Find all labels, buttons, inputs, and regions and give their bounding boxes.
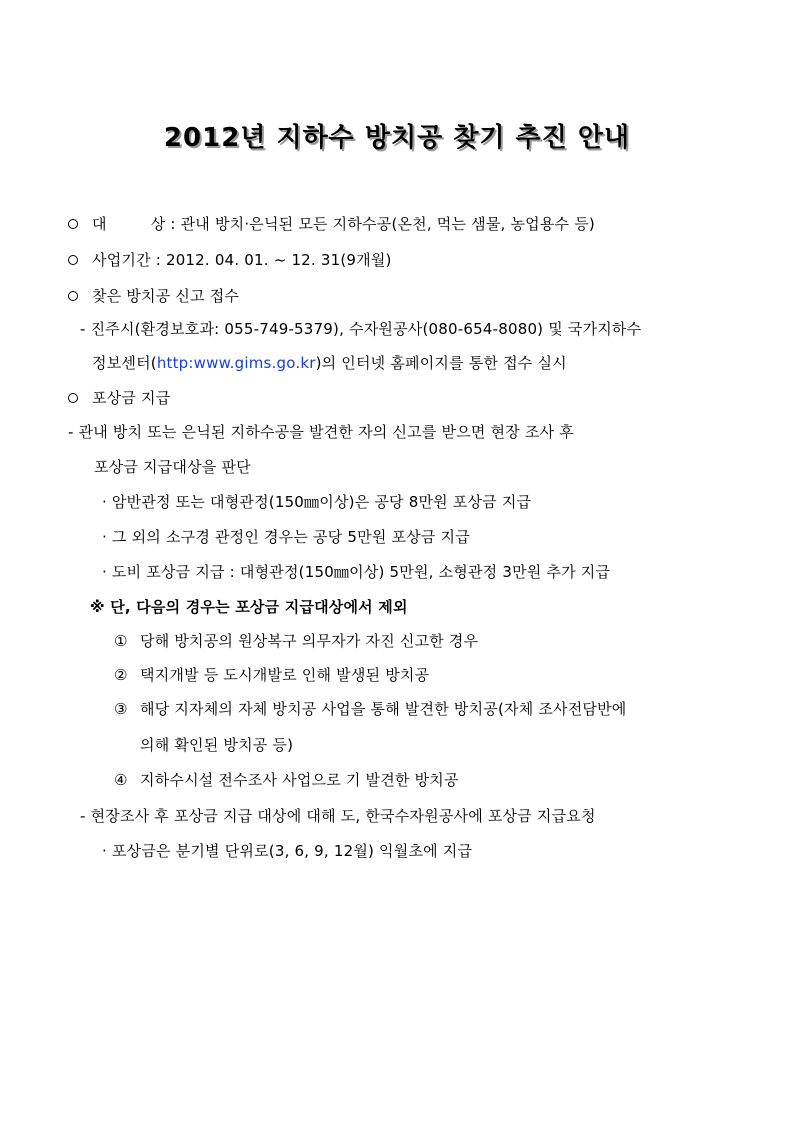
reward-sub2-detail: · 포상금은 분기별 단위로(3, 6, 9, 12월) 익월초에 지급: [102, 842, 473, 860]
item-period: [68, 250, 392, 270]
exclusion-mark: ④: [114, 771, 128, 789]
item-target: [68, 214, 595, 234]
target-label-b: 상: [150, 215, 166, 233]
exclusion-item-2: [114, 665, 429, 685]
report-text: 찾은 방치공 신고 접수: [92, 287, 240, 305]
target-text: : 관내 방치·은닉된 모든 지하수공(온천, 먹는 샘물, 농업용수 등): [170, 215, 595, 233]
exclusion-mark: ②: [114, 666, 128, 684]
period-text: 사업기간 : 2012. 04. 01. ~ 12. 31(9개월): [92, 251, 392, 269]
exclusion-item-4: [114, 770, 459, 790]
exclusion-mark: ③: [114, 700, 128, 718]
exclusion-title: ※ 단, 다음의 경우는 포상금 지급대상에서 제외: [90, 598, 408, 616]
exclusion-item-3-cont: 의해 확인된 방치공 등): [140, 736, 294, 754]
exclusion-text: 택지개발 등 도시개발로 인해 발생된 방치공: [140, 666, 430, 684]
reward-sub1-line1: - 관내 방치 또는 은닉된 지하수공을 발견한 자의 신고를 받으면 현장 조사 후: [68, 423, 574, 441]
exclusion-text: 당해 방치공의 원상복구 의무자가 자진 신고한 경우: [140, 632, 479, 650]
reward-detail-2: · 그 외의 소구경 관정인 경우는 공당 5만원 포상금 지급: [102, 528, 470, 546]
report-sub-line2-pre: 정보센터(: [92, 354, 157, 372]
exclusion-text: 해당 지자체의 자체 방치공 사업을 통해 발견한 방치공(자체 조사전담반에: [140, 700, 627, 718]
reward-detail-1: · 암반관정 또는 대형관정(150㎜이상)은 공당 8만원 포상금 지급: [102, 493, 532, 511]
item-reward: [68, 388, 170, 408]
exclusion-text: 지하수시설 전수조사 사업으로 기 발견한 방치공: [140, 771, 459, 789]
item-report: [68, 286, 239, 306]
report-sub-line2: [92, 353, 567, 373]
reward-sub1-line2: 포상금 지급대상을 판단: [94, 458, 251, 476]
exclusion-item-1: [114, 631, 478, 651]
circle-bullet-icon: [68, 219, 78, 229]
exclusion-item-3: [114, 699, 627, 719]
reward-sub2: - 현장조사 후 포상금 지급 대상에 대해 도, 한국수자원공사에 포상금 지급요청: [80, 807, 596, 825]
report-sub-line2-post: )의 인터넷 홈페이지를 통한 접수 실시: [315, 354, 567, 372]
page-title: 2012년 지하수 방치공 찾기 추진 안내: [163, 123, 631, 153]
circle-bullet-icon: [68, 255, 78, 265]
report-sub-line1: - 진주시(환경보호과: 055-749-5379), 수자원공사(080-654-8080) 및 국가지하수: [80, 320, 642, 338]
reward-detail-3: · 도비 포상금 지급 : 대형관정(150㎜이상) 5만원, 소형관정 3만원 추가 지급: [102, 563, 611, 581]
gims-link[interactable]: http:www.gims.go.kr: [156, 354, 316, 372]
reward-text: 포상금 지급: [92, 389, 171, 407]
exclusion-mark: ①: [114, 632, 128, 650]
circle-bullet-icon: [68, 291, 78, 301]
target-label-a: 대: [92, 215, 107, 233]
circle-bullet-icon: [68, 393, 78, 403]
